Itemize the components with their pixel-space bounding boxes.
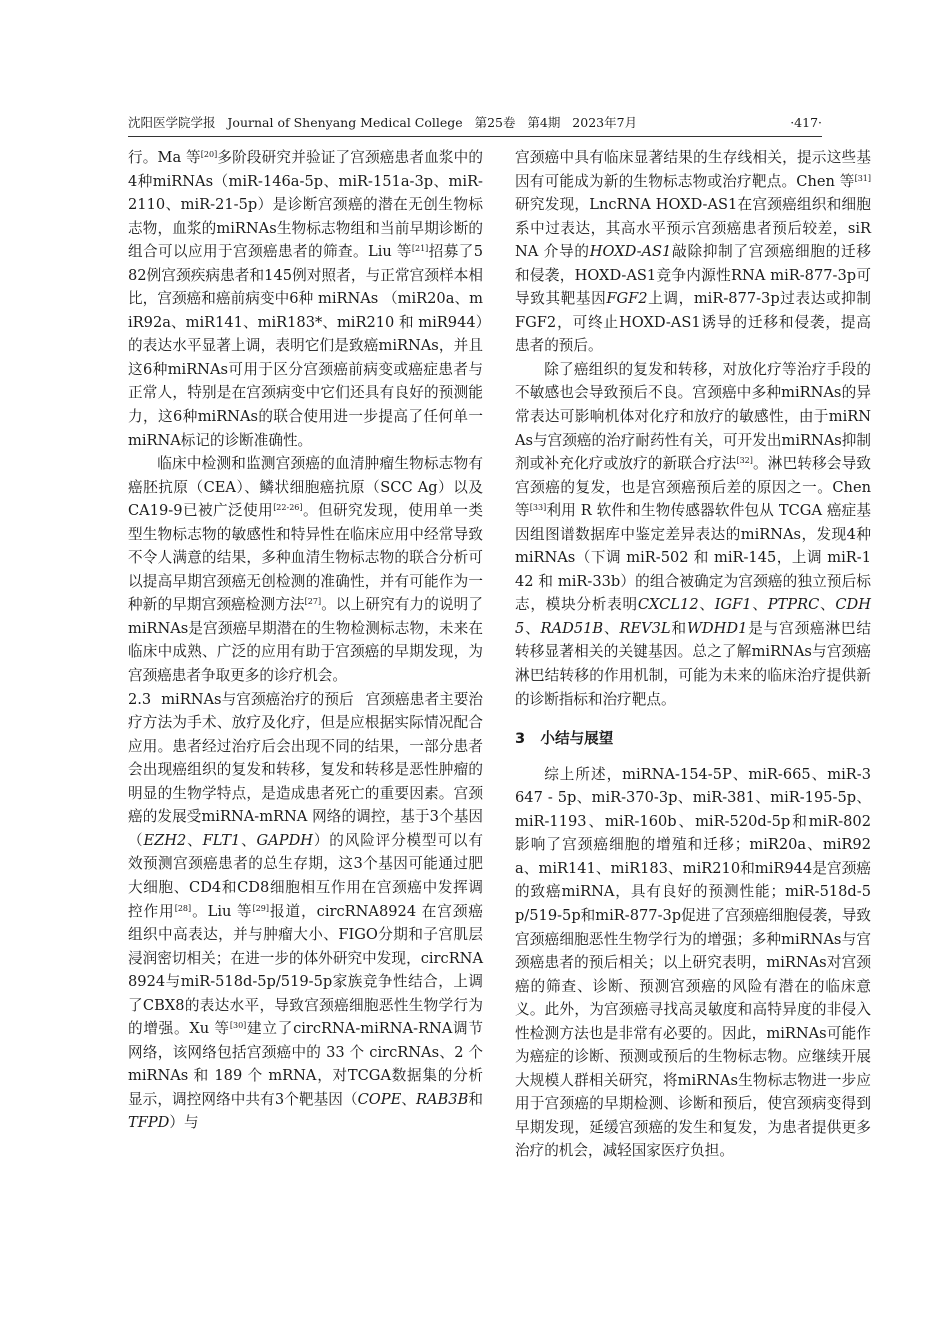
citation: [29] (252, 903, 270, 913)
text: 、 (401, 1090, 417, 1108)
gene-name: HOXD-AS1 (589, 243, 672, 261)
gene-name: FGF2 (606, 290, 648, 308)
paragraph-conclusion: 综上所述，miRNA-154-5P、miR-665、miR-3647 - 5p、miR-370-3p、miR-381、miR-195-5p、miR-1193、miR-160b、miR-520d-5p和miR-802影响了宫颈癌细胞的增殖和迁移；miR20a、miR92a、miR141、miR183、miR210和miR944是宫颈癌的致癌miRNA，具有良好的预测性能；miR-518d-5p/519-5p和miR-877-3p促进了宫颈癌细胞侵袭，导致宫颈癌细胞恶性生物学行为的增强；多种miRNAs与宫颈癌患者的预后相关；以上研究表明，miRNAs对宫颈癌的筛查、诊断、预测宫颈癌的风险有潜在的临床意义。此外，为宫颈癌寻找高灵敏度和高特异度的非侵入性检测方法也是非常有必要的。因此，miRNAs可能作为癌症的诊断、预测或预后的生物标志物。应继续开展大规模人群相关研究，将miRNAs生物标志物进一步应用于宫颈癌的早期检测、诊断和预后，使宫颈病变得到早期发现，延缓宫颈癌的发生和复发，为患者提供更多治疗的机会，减轻国家医疗负担。 (515, 765, 871, 1160)
text: 上调，miR-877-3p过表达或抑制 FGF2，可终止HOXD-AS1诱导的迁移和侵袭，提高患者的预后。 (515, 290, 871, 355)
text: 宫颈癌患者主要治疗方法为手术、放疗及化疗，但是应根据实际情况配合应用。患者经过治疗后会出现不同的结果，一部分患者会出现癌组织的复发和转移，复发和转移是恶性肿瘤的明显的生物学特点，是造成患者死亡的重要因素。宫颈癌的发展受miRNA-mRNA 网络的调控，基于3个基因（ (128, 690, 483, 849)
text: 和 (670, 619, 687, 637)
text: 、 (524, 619, 541, 637)
section-heading: 3 小结与展望 (515, 730, 614, 748)
text: 、 (751, 596, 768, 614)
text: 、 (603, 619, 620, 637)
text: 行。Ma 等 (128, 149, 201, 166)
right-column (515, 146, 871, 1163)
text: 、 (819, 596, 836, 614)
citation: [20] (200, 150, 218, 159)
citation: [32] (736, 456, 753, 466)
citation: [30] (229, 1021, 247, 1031)
gene-name: EZH2 (143, 831, 187, 849)
paragraph-right-1 (515, 146, 871, 358)
text: ）与 (169, 1114, 199, 1132)
text: 。淋巴转移会导致宫颈癌的复发，也是宫颈癌预后差的原因之一。Chen 等 (515, 455, 871, 520)
paragraph-left-2 (128, 452, 483, 687)
text: 除了癌组织的复发和转移，对放化疗等治疗手段的不敏感也会导致预后不良。宫颈癌中多种miRNAs的异常表达可影响机体对化疗和放疗的敏感性，由于miRNAs与宫颈癌的治疗耐药性有关，可开发出miRNAs抑制剂或补充化疗或放疗的新联合疗法 (515, 360, 871, 473)
page-number: ·417· (790, 115, 822, 130)
gene-name: COPE (357, 1090, 402, 1108)
subsection-number: 2.3 (128, 690, 152, 708)
citation: [22-26] (273, 503, 303, 513)
gene-name: CXCL12 (637, 596, 699, 614)
running-header (128, 113, 822, 133)
gene-name: TFPD (128, 1114, 170, 1132)
gene-name: CDH5 (515, 596, 871, 637)
text: 敲除抑制了宫颈癌细胞的迁移和侵袭，HOXD-AS1竞争内源性RNA miR-877-3p可导致其靶基因 (515, 243, 871, 308)
paragraph-left-1 (128, 146, 483, 452)
left-column (128, 146, 483, 1135)
text: 、 (240, 831, 257, 849)
text: 多阶段研究并验证了宫颈癌患者血浆中的4种miRNAs（miR-146a-5p、miR-151a-3p、miR-2110、miR-21-5p）是诊断宫颈癌的潜在无创生物标志物，血浆的miRNAs生物标志物组和当前早期诊断的组合可以应用于宫颈癌患者的筛查。Liu 等 (128, 149, 483, 261)
citation: [33] (529, 503, 547, 513)
text: 招募了582例宫颈疾病患者和145例对照者，与正常宫颈样本相比，宫颈癌和癌前病变中6种 miRNAs （miR20a、miR92a、miR141、miR183*、miR210 和 miR944）的表达水平显著上调，表明它们是致癌miRNAs，并且这6种miRNAs可用于区分宫颈癌前病变或癌症患者与正常人，特别是在宫颈病变中它们还具有良好的预测能力，这6种miRNAs的联合使用进一步提高了任何单一miRNA标记的诊断准确性。 (128, 243, 483, 449)
text: 、 (698, 596, 715, 614)
citation: [21] (411, 244, 429, 254)
text: 宫颈癌中具有临床显著结果的生存线相关，提示这些基因有可能成为新的生物标志物或治疗靶点。Chen 等 (515, 149, 871, 190)
text: 。但研究发现，使用单一类型生物标志物的敏感性和特异性在临床应用中经常导致不令人满意的结果，多种血清生物标志物的联合分析可以提高早期宫颈癌无创检测的准确性，并有可能作为一种新的早期宫颈癌检测方法 (128, 502, 483, 614)
citation: [27] (304, 597, 322, 607)
text: 利用 R 软件和生物传感器软件包从 TCGA 癌症基因组图谱数据库中鉴定差异表达的miRNAs，发现4种miRNAs（下调 miR-502 和 miR-145，上调 miR-142 和 miR-33b）的组合被确定为宫颈癌的独立预后标志，模块分析表明 (515, 502, 871, 614)
citation: [28] (174, 903, 192, 913)
paragraph-left-3 (128, 688, 483, 1135)
text: 。Liu 等 (191, 902, 253, 920)
subsection-title: miRNAs与宫颈癌治疗的预后 (161, 690, 354, 708)
gene-name: REV3L (619, 619, 671, 637)
text: 和 (468, 1090, 483, 1108)
journal-citation: 沈阳医学院学报 Journal of Shenyang Medical College 第25卷 第4期 2023年7月 (128, 115, 638, 130)
gene-name: GAPDH (256, 831, 313, 849)
gene-name: FLT1 (202, 831, 241, 849)
text: 报道，circRNA8924 在宫颈癌组织中高表达，并与肿瘤大小、FIGO分期和子宫肌层浸润密切相关；在进一步的体外研究中发现，circRNA8924与miR-518d-5p/519-5p家族竞争性结合，上调了CBX8的表达水平，导致宫颈癌细胞恶性生物学行为的增强。Xu 等 (128, 902, 483, 1038)
gene-name: RAB3B (416, 1090, 469, 1108)
text: ）的风险评分模型可以有效预测宫颈癌患者的总生存期，这3个基因可能通过肥大细胞、CD4和CD8细胞相互作用在宫颈癌中发挥调控作用 (128, 831, 483, 920)
gene-name: PTPRC (767, 596, 820, 614)
text: 、 (186, 831, 203, 849)
gene-name: IGF1 (714, 596, 752, 614)
text: 是与宫颈癌淋巴结转移显著相关的关键基因。总之了解miRNAs与宫颈癌淋巴结转移的作用机制，可能为未来的临床治疗提供新的诊断指标和治疗靶点。 (515, 619, 871, 708)
citation: [31] (854, 173, 871, 183)
header-rule (128, 136, 822, 137)
text: 临床中检测和监测宫颈癌的血清肿瘤生物标志物有癌胚抗原（CEA）、鳞状细胞癌抗原（SCC Ag）以及 CA19-9已被广泛使用 (128, 455, 483, 520)
gene-name: WDHD1 (686, 619, 748, 637)
text: 。以上研究有力的说明了miRNAs是宫颈癌早期潜在的生物检测标志物，未来在临床中成熟、广泛的应用有助于宫颈癌的早期发现，为宫颈癌患者争取更多的诊疗机会。 (128, 596, 483, 685)
text: 建立了circRNA-miRNA-RNA调节网络，该网络包括宫颈癌中的 33 个 circRNAs、2 个 miRNAs 和 189 个 mRNA，对TCGA数据集的分析显示，调控网络中共有3个靶基因（ (128, 1020, 483, 1108)
paragraph-right-2 (515, 358, 871, 711)
text: 研究发现，LncRNA HOXD-AS1在宫颈癌组织和细胞系中过表达，其高水平预示宫颈癌患者预后较差，siRNA 介导的 (515, 196, 871, 261)
gene-name: RAD51B (540, 619, 604, 637)
